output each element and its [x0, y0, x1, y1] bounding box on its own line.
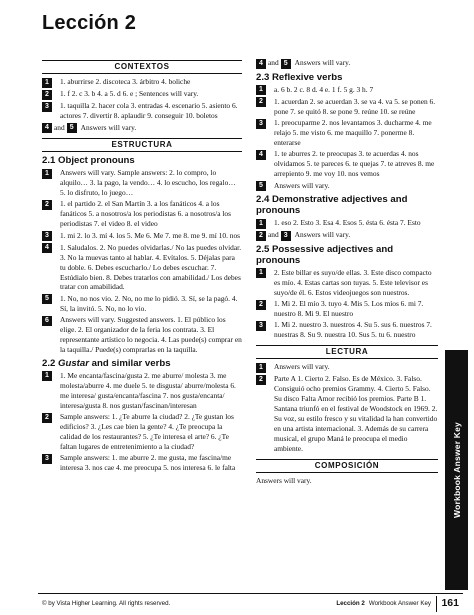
section-title: 2.5 Possessive adjectives and pronouns	[256, 243, 394, 266]
estructura-header: ESTRUCTURA	[42, 138, 242, 152]
list-item	[42, 371, 242, 411]
item-number: 3	[256, 321, 266, 331]
contextos-header: CONTEXTOS	[42, 60, 242, 74]
list-item	[256, 218, 438, 229]
answer-text: Answers will vary.	[294, 230, 351, 240]
and-word: and	[54, 122, 65, 132]
section-title-rest: and similar verbs	[88, 357, 171, 369]
list-item	[256, 374, 438, 453]
item-number: 5	[42, 294, 52, 304]
list-item	[256, 230, 438, 241]
list-item	[256, 320, 438, 340]
side-tab-label: Workbook Answer Key	[451, 422, 462, 518]
list-item	[256, 362, 438, 373]
answer-text: 1. aburrirse 2. discoteca 3. árbitro 4. boliche	[60, 77, 191, 86]
right-column	[256, 58, 438, 486]
item-number: 2	[256, 375, 266, 385]
item-number: 4	[42, 243, 52, 253]
answer-text: Answers will vary. Suggested answers. 1. El público los elige. 2. El organizador de la feria los contrata. 3. El representante artístico lo negocia. 4. Las puede(s) comprar en la taquilla./ Puede(s) comprarlas en la taquilla.	[60, 315, 242, 355]
answer-text: Parte A 1. Cierto 2. Falso. Es de México. 3. Falso. Consiguió ocho premios Grammy. 4. Cierto 5. Falso. Su disco Falta Amor recibió los premios. Parte B 1. Santana triunfó en el festival de Woodstock en 1969. 2. Su voz, su estilo fresco y su vitalidad la han convertido en una artista internacional. 3. Además de su carrera musical, el grupo Maná le preocupa el medio ambiente.	[274, 374, 438, 453]
item-number: 5	[67, 123, 77, 133]
left-column	[42, 58, 242, 475]
composicion-header: COMPOSICIÓN	[256, 459, 438, 473]
footer	[38, 596, 463, 612]
item-number: 4	[42, 123, 52, 133]
footer-separator	[436, 596, 437, 612]
list-item	[42, 199, 242, 229]
answer-text: Answers will vary.	[274, 180, 330, 190]
item-number: 1	[256, 268, 266, 278]
footer-label	[336, 600, 431, 607]
answer-text: Sample answers: 1. me aburre 2. me gusta, me fascina/me interesa 3. nos cae 4. me preocupa 5. nos interesa 6. le falta	[60, 453, 236, 473]
list-item	[256, 268, 438, 298]
item-number: 3	[42, 231, 52, 241]
list-item	[256, 149, 438, 179]
item-number: 2	[42, 200, 52, 210]
answer-text: 1. preocuparme 2. nos levantamos 3. ducharme 4. me relajo 5. me visto 6. me maquillo 7. ponerme 8. enterarse	[274, 118, 432, 147]
item-number: 1	[42, 371, 52, 381]
answer-text: 1. acuerdan 2. se acuerdan 3. se va 4. va 5. se ponen 6. pone 7. se quitó 8. se pone 9. reúne 10. se reúne	[274, 96, 436, 116]
list-item	[42, 89, 242, 100]
item-number: 2	[42, 413, 52, 423]
answer-text: 1. Saludalos. 2. No puedes olvidarlas./ No las puedes olvidar. 3. No la muevas tanto al hablar. 4. Evítalos. 5. Déjalas para tu doble. 6. Debes escucharlo./ Lo debes escuchar. 7. Estúdialo bien. 8. Debes tratarlos con amabilidad./ Los debes tratar con amabilidad.	[60, 242, 242, 292]
list-item	[256, 118, 438, 148]
item-number: 1	[256, 85, 266, 95]
answer-text: 1. eso 2. Esto 3. Esa 4. Esos 5. ésta 6. ésta 7. Esto	[274, 218, 421, 228]
page-number: 161	[441, 597, 459, 609]
section-title: 2.4 Demonstrative adjectives and pronouns	[256, 194, 408, 217]
section-title-emphasis: Gustar	[58, 357, 89, 369]
list-item	[42, 453, 242, 473]
list-item	[256, 97, 438, 117]
item-number: 5	[256, 181, 266, 191]
list-item	[42, 294, 242, 314]
copyright-text: © by Vista Higher Learning. All rights reserved.	[42, 600, 171, 607]
section-title	[42, 358, 242, 369]
item-number: 1	[42, 78, 52, 88]
answer-text: Answers will vary.	[294, 58, 351, 67]
list-item	[42, 101, 242, 121]
and-word: and	[268, 58, 279, 67]
footer-lesson: Lección 2	[336, 600, 365, 607]
item-number: 3	[281, 231, 291, 241]
answer-text: 1. Me encanta/fascina/gusta 2. me aburre/ molesta 3. me molesta/aburre 4. me duele 5. te disgusta/ aburre/molesta 6. me interesa/ gusta/encanta/fascina 7. nos gusta/encanta/ interesa/gusta 8. nos gustan/fascinan/interesan	[60, 370, 236, 410]
list-item	[256, 58, 438, 69]
list-item	[42, 315, 242, 355]
list-item	[256, 299, 438, 319]
section-title: 2.1 Object pronouns	[42, 155, 135, 167]
answer-text: a. 6 b. 2 c. 8 d. 4 e. 1 f. 5 g. 3 h. 7	[274, 84, 374, 94]
answer-text: Answers will vary.	[274, 362, 330, 372]
item-number: 3	[42, 102, 52, 112]
item-number: 3	[42, 454, 52, 464]
list-item	[42, 123, 242, 134]
list-item	[42, 77, 242, 88]
item-number: 2	[256, 231, 266, 241]
item-number: 5	[281, 59, 291, 69]
item-number: 3	[256, 119, 266, 129]
answer-text: 1. el partido 2. el San Martín 3. a los fanáticos 4. a los fanáticos 5. a nosotros/a los periodistas 6. a nosotros/a los periodistas 7. el video 8. el video	[60, 199, 231, 229]
answer-text: 2. Este billar es suyo/de ellas. 3. Este disco compacto es mío. 4. Estas cartas son tuyas. 5. Este televisor es suyo/de él. 6. Estos videojuegos son nuestros.	[274, 267, 432, 297]
item-number: 2	[256, 97, 266, 107]
answer-text: 1. mi 2. lo 3. mí 4. los 5. Me 6. Me 7. me 8. me 9. mí 10. nos	[60, 230, 241, 240]
item-number: 1	[256, 363, 266, 373]
answer-text: 1. Mi 2. nuestro 3. nuestros 4. Su 5. sus 6. nuestros 7. nuestras 8. Su 9. nuestra 10. Sus 5. tu 6. nuestro	[274, 320, 432, 340]
section-number: 2.2	[42, 357, 59, 369]
answer-text: 1. Mi 2. El mío 3. tuyo 4. Mis 5. Los míos 6. mi 7. nuestro 8. Mi 9. El nuestro	[274, 299, 424, 318]
item-number: 4	[256, 150, 266, 160]
composicion-text: Answers will vary.	[256, 475, 312, 485]
footer-divider	[38, 593, 463, 594]
side-tab	[445, 350, 468, 590]
list-item	[256, 181, 438, 192]
list-item	[42, 412, 242, 452]
list-item	[256, 85, 438, 96]
item-number: 4	[256, 59, 266, 69]
answer-text: 1. No, no nos vio. 2. No, no me lo pidió. 3. Sí, se la pagó. 4. Sí, la invitó. 5. No, no lo vio.	[60, 293, 238, 313]
answer-text: 1. te aburres 2. te preocupas 3. te acuerdas 4. nos olvidamos 5. te pareces 6. te quejas 7. te atreves 8. me arrepiento 9. me voy 10. nos vemos	[274, 149, 435, 179]
answer-text: 1. taquilla 2. hacer cola 3. entradas 4. escenario 5. asiento 6. actores 7. divertir 8. aplaudir 9. conseguir 10. boletos	[60, 101, 238, 121]
footer-key: Workbook Answer Key	[368, 600, 431, 607]
lectura-header: LECTURA	[256, 345, 438, 359]
answer-text: Answers will vary. Sample answers: 2. lo compro, lo alquilo… 3. la pago, la vendo… 4. lo escucho, los regalo… 5. lo disfruto, lo juego…	[60, 168, 236, 197]
list-item	[42, 231, 242, 242]
item-number: 1	[42, 169, 52, 179]
item-number: 2	[256, 300, 266, 310]
list-item	[42, 243, 242, 293]
item-number: 1	[256, 219, 266, 229]
answer-text: 1. f 2. c 3. b 4. a 5. d 6. e ; Sentences will vary.	[60, 89, 199, 99]
list-item	[42, 168, 242, 198]
item-number: 2	[42, 90, 52, 100]
item-number: 6	[42, 316, 52, 326]
page-title: Lección 2	[42, 12, 137, 34]
answer-text: Sample answers: 1. ¿Te aburre la ciudad? 2. ¿Te gustan los edificios? 3. ¿Les cae bien la gente? 4. ¿Te preocupa la calidad de los restaurantes? 5. ¿Te interesa el arte? 6. ¿Te faltan lugares de entretenimiento a la ciudad?	[60, 412, 234, 451]
section-title: 2.3 Reflexive verbs	[256, 71, 343, 83]
and-word: and	[268, 230, 279, 240]
answer-text: Answers will vary.	[80, 122, 137, 132]
